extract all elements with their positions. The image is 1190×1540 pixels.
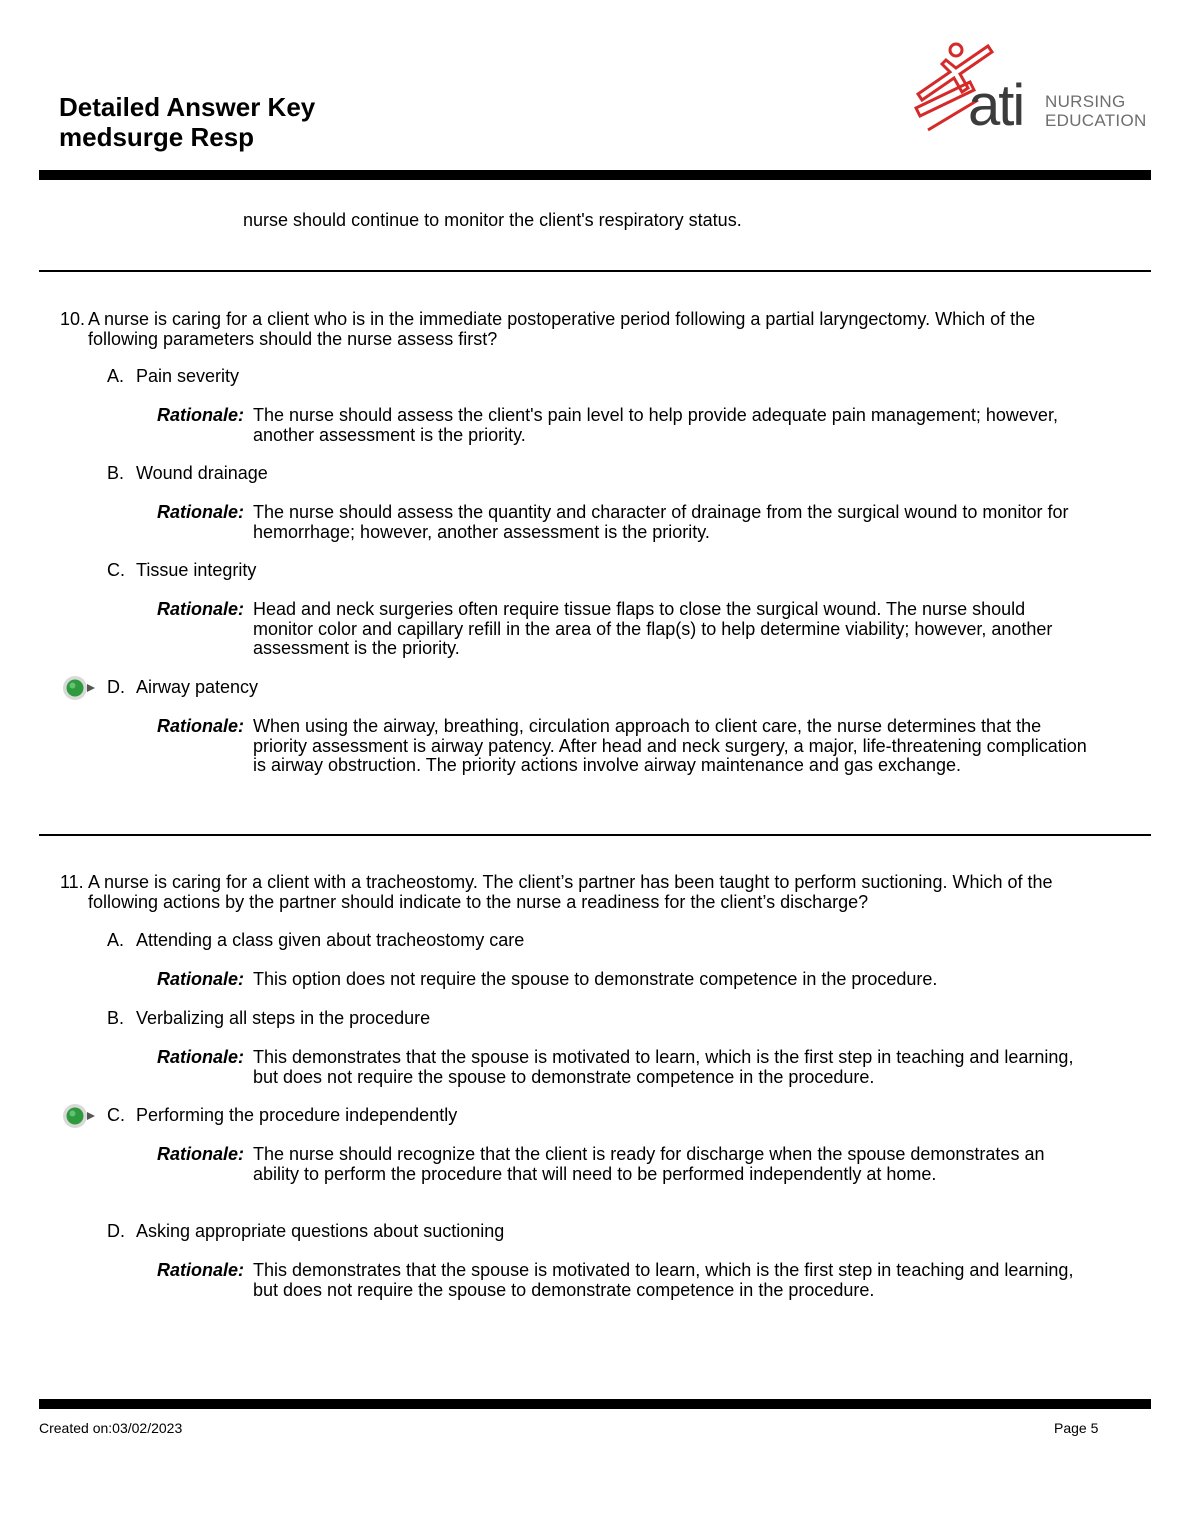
option-letter: C. [107,1105,125,1125]
q11-option-d [107,1222,1007,1242]
option-text: Performing the procedure independently [136,1105,458,1125]
option-text: Asking appropriate questions about suctioning [136,1221,505,1241]
option-text: Pain severity [136,366,240,386]
option-text: Verbalizing all steps in the procedure [136,1008,431,1028]
option-text: Wound drainage [136,463,268,483]
question-11-stem [60,873,1080,912]
correct-answer-marker-icon [60,1101,100,1131]
question-number: 11. [60,872,84,892]
q11-rationale-b [157,1048,1087,1087]
q11-rationale-a [157,970,1087,990]
option-letter: A. [107,930,125,950]
option-letter: B. [107,463,125,483]
question-10-stem [60,310,1080,349]
option-text: Tissue integrity [136,560,257,580]
logo-word: ati [968,73,1024,138]
logo-sub-line-2: EDUCATION [1045,111,1147,130]
created-date: Created on:03/02/2023 [39,1420,183,1436]
document-title [59,92,315,152]
logo-sub-line-1: NURSING [1045,92,1126,111]
header-rule [39,170,1151,180]
q11-option-c [107,1106,1007,1126]
question-text: A nurse is caring for a client who is in the immediate postoperative period following a partial laryngectomy. Which of the following parameters should the nurse assess first? [88,309,1036,349]
rationale-text: When using the airway, breathing, circulation approach to client care, the nurse determines that the priority assessment is airway patency. After head and neck surgery, a major, life-threatening complication is airway obstruction. The priority actions involve airway maintenance and gas exchange. [253,716,1087,775]
option-letter: C. [107,560,125,580]
q11-rationale-c [157,1145,1087,1184]
option-text: Airway patency [136,677,259,697]
title-line-2: medsurge Resp [59,122,255,152]
page-number: Page 5 [1054,1420,1099,1436]
rationale-label: Rationale: [157,1260,245,1280]
q10-option-a [107,367,1007,387]
rationale-text: The nurse should recognize that the client is ready for discharge when the spouse demonstrates an ability to perform the procedure that will need to be performed independently at home. [253,1144,1045,1184]
option-letter: D. [107,1221,125,1241]
q10-option-d [107,678,1007,698]
q10-option-b [107,464,1007,484]
q10-rationale-b [157,503,1087,542]
question-number: 10. [60,309,86,329]
rationale-text: This demonstrates that the spouse is motivated to learn, which is the first step in teaching and learning, but does not require the spouse to demonstrate competence in the procedure. [253,1047,1074,1087]
q11-rationale-d [157,1261,1087,1300]
option-letter: A. [107,366,125,386]
option-text: Attending a class given about tracheostomy care [136,930,525,950]
rationale-label: Rationale: [157,502,245,522]
rationale-label: Rationale: [157,405,245,425]
question-text: A nurse is caring for a client with a tracheostomy. The client’s partner has been taught to perform suctioning. Which of the following actions by the partner should indicate to the nurse a readiness for the client’s discharge? [88,872,1053,912]
correct-answer-marker-icon [60,673,100,703]
rationale-label: Rationale: [157,599,245,619]
rationale-text: This option does not require the spouse to demonstrate competence in the procedure. [253,969,938,989]
q10-rationale-d [157,717,1087,776]
rationale-text: This demonstrates that the spouse is motivated to learn, which is the first step in teaching and learning, but does not require the spouse to demonstrate competence in the procedure. [253,1260,1074,1300]
section-divider [39,834,1151,836]
q10-rationale-c [157,600,1087,659]
rationale-label: Rationale: [157,716,245,736]
q10-rationale-a [157,406,1087,445]
footer-rule [39,1399,1151,1409]
option-letter: B. [107,1008,125,1028]
rationale-text: The nurse should assess the client's pain level to help provide adequate pain management; however, another assessment is the priority. [253,405,1058,445]
continued-rationale: nurse should continue to monitor the client's respiratory status. [243,210,742,230]
rationale-label: Rationale: [157,1047,245,1067]
title-line-1: Detailed Answer Key [59,92,316,122]
ati-logo [908,38,1147,148]
q11-option-a [107,931,1007,951]
rationale-label: Rationale: [157,969,245,989]
q11-option-b [107,1009,1007,1029]
section-divider [39,270,1151,272]
logo-subtitle [1045,92,1147,130]
rationale-text: The nurse should assess the quantity and character of drainage from the surgical wound to monitor for hemorrhage; however, another assessment is the priority. [253,502,1069,542]
rationale-label: Rationale: [157,1144,245,1164]
q10-option-c [107,561,1007,581]
option-letter: D. [107,677,125,697]
rationale-text: Head and neck surgeries often require tissue flaps to close the surgical wound. The nurse should monitor color and capillary refill in the area of the flap(s) to help determine viability; however, another assessment is the priority. [253,599,1053,658]
